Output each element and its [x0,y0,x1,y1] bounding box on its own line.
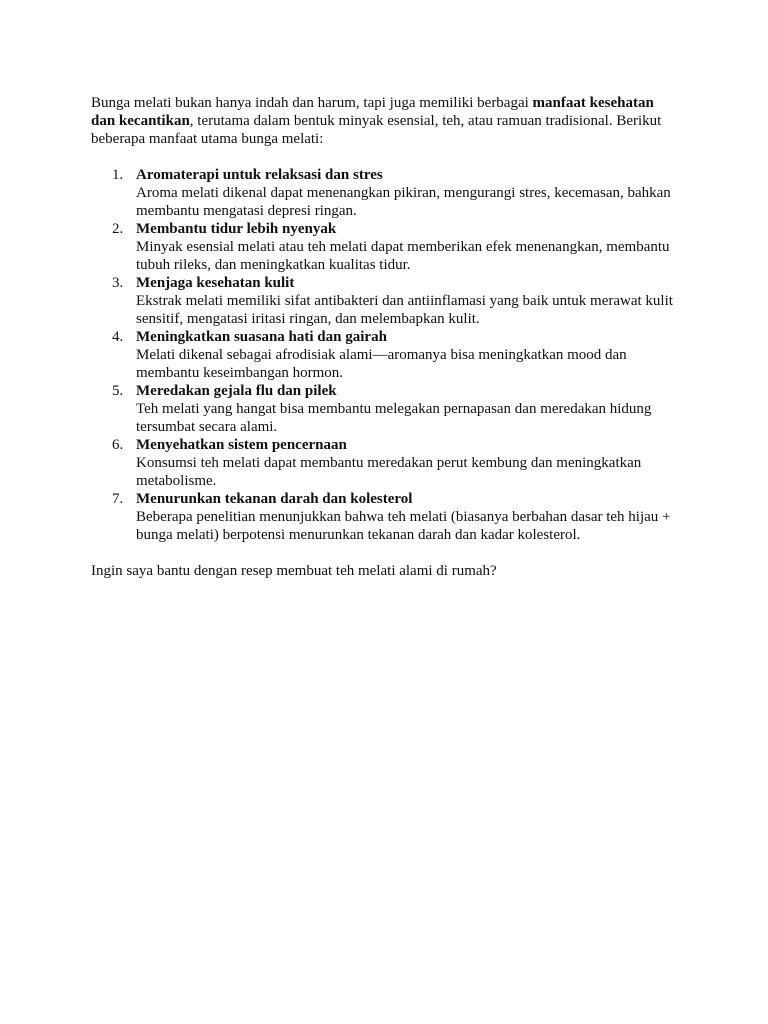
list-item-title: Menurunkan tekanan darah dan kolesterol [136,491,413,507]
list-item [91,436,681,490]
list-item-number: 2. [112,221,124,237]
list-item-number: 5. [112,383,124,399]
list-item-title: Menyehatkan sistem pencernaan [136,437,347,453]
closing-question: Ingin saya bantu dengan resep membuat teh melati alami di rumah? [91,563,497,579]
intro-bold-text: manfaat kesehatan dan kecantikan [91,95,654,129]
list-item [91,166,681,220]
list-item-title: Membantu tidur lebih nyenyak [136,221,337,237]
list-item-number: 4. [112,329,124,345]
list-item-number: 1. [112,167,124,183]
list-item-description: Melati dikenal sebagai afrodisiak alami—aromanya bisa meningkatkan mood dan membantu keseimbangan hormon. [136,347,627,381]
list-item-description: Minyak esensial melati atau teh melati dapat memberikan efek menenangkan, membantu tubuh rileks, dan meningkatkan kualitas tidur. [136,239,670,273]
list-item-description: Teh melati yang hangat bisa membantu melegakan pernapasan dan meredakan hidung tersumbat secara alami. [136,401,652,435]
list-item-title: Menjaga kesehatan kulit [136,275,295,291]
list-item-number: 7. [112,491,124,507]
list-item-description: Aroma melati dikenal dapat menenangkan pikiran, mengurangi stres, kecemasan, bahkan membantu mengatasi depresi ringan. [136,185,671,219]
list-item [91,220,681,274]
benefits-list [91,166,681,544]
list-item [91,382,681,436]
intro-text-after: , terutama dalam bentuk minyak esensial, teh, atau ramuan tradisional. Berikut beberapa manfaat utama bunga melati: [91,113,662,147]
intro-paragraph [91,94,681,148]
document-page [91,94,681,580]
list-item [91,490,681,544]
intro-text-before: Bunga melati bukan hanya indah dan harum, tapi juga memiliki berbagai [91,95,533,111]
list-item-number: 6. [112,437,124,453]
list-item-description: Ekstrak melati memiliki sifat antibakteri dan antiinflamasi yang baik untuk merawat kulit sensitif, mengatasi iritasi ringan, dan melembapkan kulit. [136,293,673,327]
list-item-title: Meningkatkan suasana hati dan gairah [136,329,387,345]
list-item-description: Konsumsi teh melati dapat membantu meredakan perut kembung dan meningkatkan metabolisme. [136,455,642,489]
list-item-number: 3. [112,275,124,291]
list-item [91,274,681,328]
list-item [91,328,681,382]
list-item-title: Aromaterapi untuk relaksasi dan stres [136,167,383,183]
list-item-title: Meredakan gejala flu dan pilek [136,383,337,399]
list-item-description: Beberapa penelitian menunjukkan bahwa teh melati (biasanya berbahan dasar teh hijau + bunga melati) berpotensi menurunkan tekanan darah dan kadar kolesterol. [136,509,671,543]
